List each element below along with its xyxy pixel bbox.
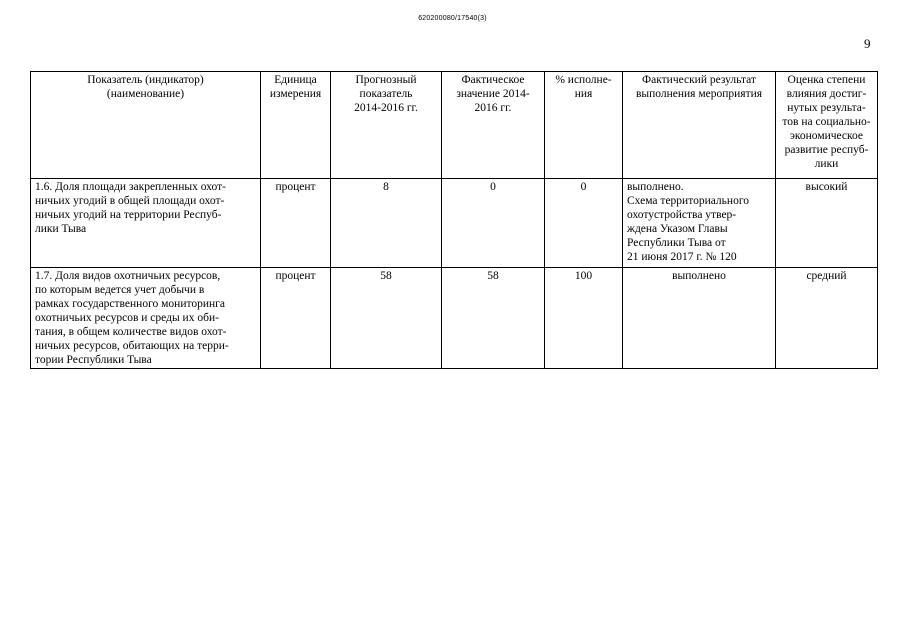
cell-assessment: средний [776, 268, 878, 369]
table-row [31, 179, 878, 268]
column-header-result: Фактический результат выполнения мероприятия [623, 72, 776, 179]
cell-result: выполнено [623, 268, 776, 369]
cell-forecast: 58 [331, 268, 442, 369]
table-row [31, 268, 878, 369]
cell-unit: процент [261, 179, 331, 268]
column-header-actual: Фактическое значение 2014- 2016 гг. [442, 72, 545, 179]
cell-forecast: 8 [331, 179, 442, 268]
column-header-indicator: Показатель (индикатор) (наименование) [31, 72, 261, 179]
cell-percent: 100 [545, 268, 623, 369]
cell-indicator: 1.6. Доля площади закрепленных охот- ничьих угодий в общей площади охот- ничьих угодий на территории Респуб- лики Тыва [31, 179, 261, 268]
column-header-forecast: Прогнозный показатель 2014-2016 гг. [331, 72, 442, 179]
cell-result: выполнено. Схема территориального охотустройства утвер- ждена Указом Главы Республики Тыва от 21 июня 2017 г. № 120 [623, 179, 776, 268]
table-header-row [31, 72, 878, 179]
cell-actual: 0 [442, 179, 545, 268]
column-header-assessment: Оценка степени влияния достиг- нутых результа- тов на социально- экономическое развитие респуб- лики [776, 72, 878, 179]
cell-unit: процент [261, 268, 331, 369]
cell-indicator: 1.7. Доля видов охотничьих ресурсов, по которым ведется учет добычи в рамках государственного мониторинга охотничьих ресурсов и среды их оби- тания, в общем количестве видов охот- ничьих ресурсов, обитающих на терри- тории Республики Тыва [31, 268, 261, 369]
page-number: 9 [864, 36, 871, 51]
column-header-unit: Единица измерения [261, 72, 331, 179]
document-code: 620200080/17540(3) [418, 15, 487, 22]
cell-percent: 0 [545, 179, 623, 268]
cell-assessment: высокий [776, 179, 878, 268]
column-header-percent: % исполне- ния [545, 72, 623, 179]
indicators-table [30, 71, 878, 369]
cell-actual: 58 [442, 268, 545, 369]
